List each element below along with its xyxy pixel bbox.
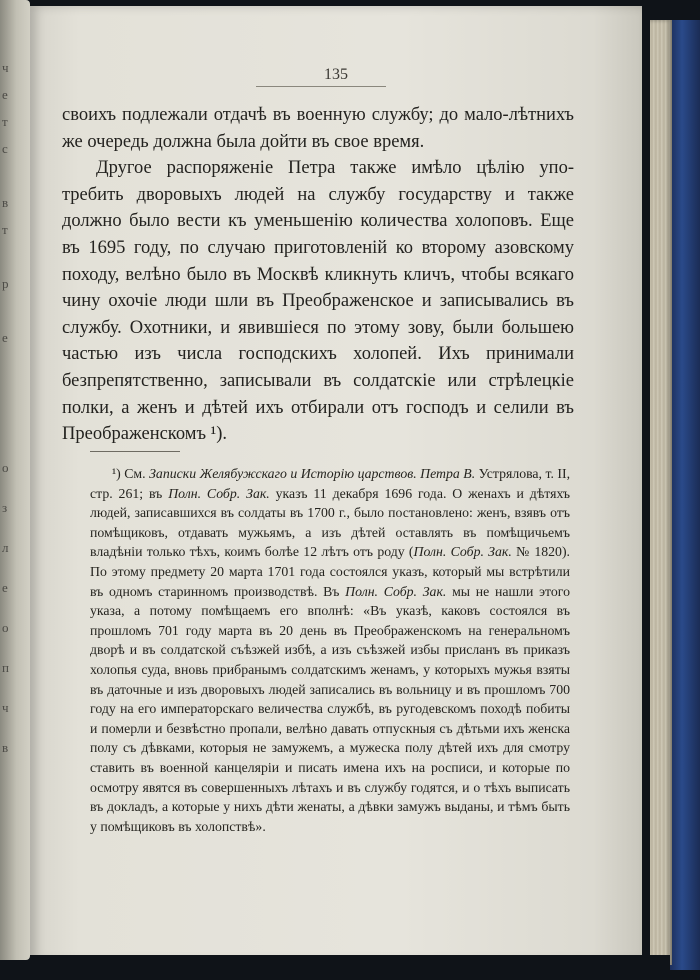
- left-page-fragment: з: [2, 500, 7, 515]
- left-page-fragment: ч: [2, 700, 8, 715]
- page-number: 135: [324, 66, 348, 83]
- footnote-marker: ¹): [112, 466, 121, 481]
- footnote-text: См.: [124, 466, 146, 481]
- left-page-fragment: о: [2, 620, 8, 635]
- left-page-fragment: е: [2, 580, 7, 595]
- left-page-fragment: в: [2, 740, 8, 755]
- previous-page-edge: [0, 0, 30, 960]
- left-page-fragment: о: [2, 460, 8, 475]
- book-page: [30, 6, 642, 961]
- table-surface: [30, 955, 670, 980]
- footnote-text: № 1820). По этому предмету 20 марта 1701 года состоялся указъ, который мы встрѣтили въ одномъ старинномъ производствѣ. Въ: [90, 544, 570, 599]
- paragraph: Другое распоряженіе Петра также имѣло цѣлію упо-требить дворовыхъ людей на службу государству и также должно было вести къ уменьшенію количества холоповъ. Еще въ 1695 году, по случаю приготовленій ко второму азовскому походу, велѣно было въ Москвѣ кликнуть кличъ, чтобы всякаго чину охочіе люди шли въ Преображенское и записывались въ службу. Охотники, и явившіеся по этому зову, были большею частью изъ числа господскихъ холопей. Ихъ принимали безпрепятственно, записывали въ солдатскіе или стрѣлецкіе полки, а женъ и дѣтей ихъ отбирали отъ господъ и селили въ Преображенскомъ ¹).: [62, 158, 574, 445]
- left-page-fragment: с: [2, 141, 7, 156]
- left-page-fragment: т: [2, 114, 7, 129]
- footnote-citation: Записки Желябужскаго и Исторію царствов. Петра В.: [149, 466, 476, 481]
- left-page-fragment: е: [2, 87, 7, 102]
- page-block-edge: [650, 20, 672, 965]
- left-page-fragment: т: [2, 222, 7, 237]
- footnote-paragraph: [90, 464, 570, 836]
- left-page-fragment: в: [2, 195, 8, 210]
- footnote-citation: Полн. Собр. Зак.: [413, 544, 512, 560]
- left-page-fragment: л: [2, 540, 8, 555]
- main-text: [62, 102, 574, 448]
- left-page-fragment: р: [2, 276, 8, 291]
- footnote-text: указъ 11 декабря 1696 года. О женахъ и дѣтяхъ людей, записавшихся въ солдаты въ 1700 г., было постановлено: женъ, взявъ отъ помѣщиковъ, отдавать мужьямъ, а изъ дѣтей оставлять въ помѣщичьемъ владѣніи только тѣхъ, коимъ болѣе 12 лѣтъ отъ роду (: [90, 485, 571, 560]
- footnote-citation: Полн. Собр. Зак.: [168, 485, 270, 501]
- left-page-fragment: ч: [2, 60, 8, 75]
- footnote-separator: [90, 451, 180, 452]
- footnote: [90, 464, 570, 836]
- left-page-fragment: е: [2, 330, 7, 345]
- paragraph: своихъ подлежали отдачѣ въ военную службу; до мало-лѣтнихъ же очередь должна была дойти въ свое время.: [62, 105, 574, 152]
- footnote-text: мы не нашли этого указа, а потому помѣщаемъ его вполнѣ: «Въ указѣ, каковъ состоялся въ прошломъ 701 году марта въ 20 день въ Преображенскомъ на генеральномъ дворѣ и въ солдатской съѣзжей избѣ, а изъ съѣзжей избы присланъ въ приказъ холопья суда, вновь прибранымъ солдатскимъ женамъ, у которыхъ мужья взяты въ даточные и изъ дворовыхъ людей записались въ вольницу и въ прошломъ 700 году на его императорскаго величества службѣ, въ ругодевскомъ походѣ побиты и померли и безвѣстно пропали, велѣно давать отпускныя съ дѣтьми ихъ женска полу съ дѣвками, которыя не замужемъ, а мужеска полу дѣтей ихъ для смотру ставить въ военной канцеляріи и писать имена ихъ на росписи, и которые по осмотру явятся въ совершенныхъ лѣтахъ и въ службу годятся, и о тѣхъ выписать въ докладъ, а которые у нихъ дѣти женаты, а дѣвки замужъ выданы, и тѣмъ быть у помѣщиковъ въ холопствѣ».: [90, 583, 570, 834]
- footnote-citation: Полн. Собр. Зак.: [345, 583, 447, 599]
- page-number-rule: [256, 86, 386, 87]
- book-cover-edge: [670, 20, 700, 970]
- footnote-text: Устрялова, т. II, стр. 261; въ: [90, 466, 571, 501]
- left-page-fragment: п: [2, 660, 8, 675]
